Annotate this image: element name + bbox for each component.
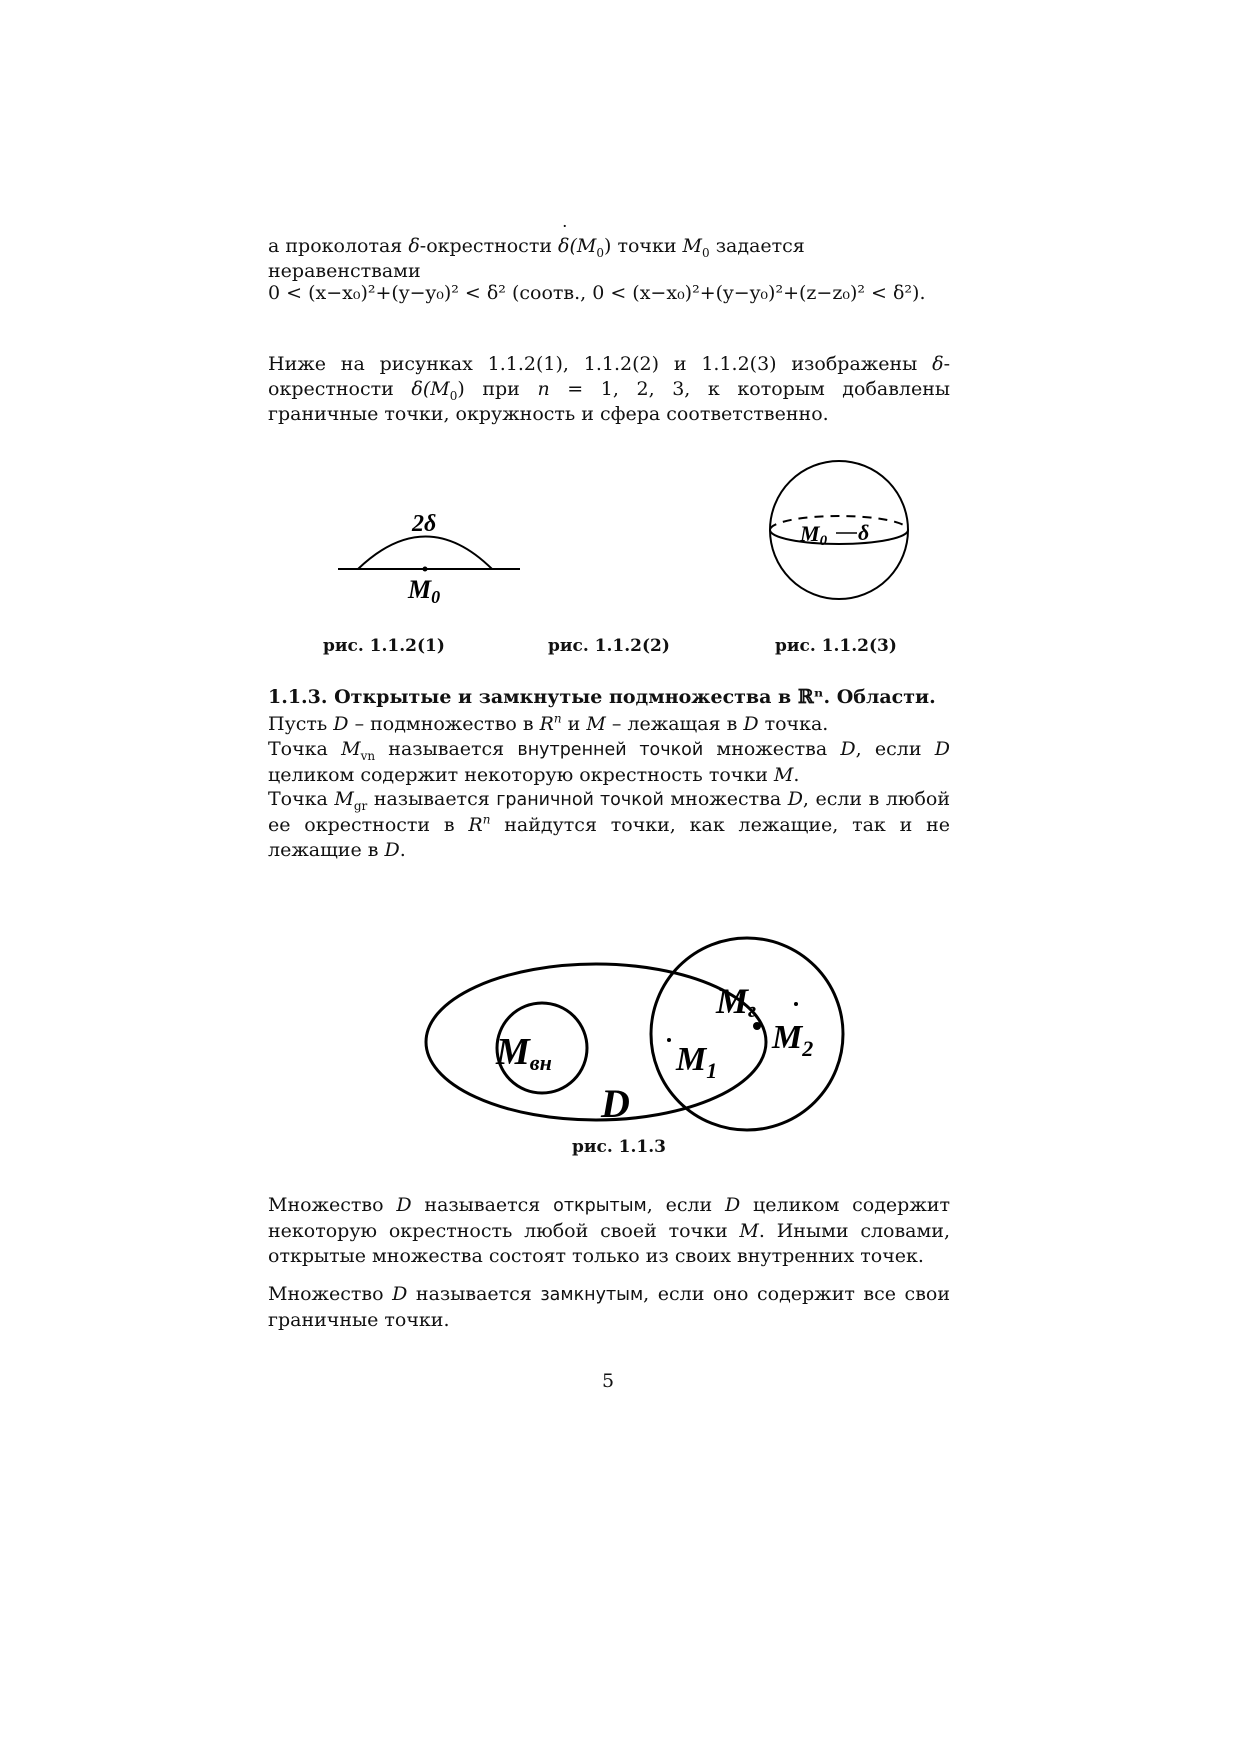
caption-1-1-3: рис. 1.1.3 [572,1137,667,1157]
neighborhood-arc [358,537,492,570]
figure-1-1-3 [426,938,843,1130]
label-m0: M0 [408,575,441,607]
equator-front [770,530,908,544]
closed-set-paragraph: Множество D называется замкнутым, если оно содержит все свои граничные точки. [268,1283,950,1331]
interior-point-paragraph: Точка $M_{vn}$ называется внутренней точкой множества D, если D целиком содержит некоторую окрестность точки M. [268,738,950,786]
label-m2: $M_2$ [772,1019,814,1061]
intro-punctured-paragraph: а проколотая δ-окрестности ˙ $\delta(M_0)$ точки $M_0$ задается неравенствами [268,234,950,284]
figure-1-1-2-3 [770,461,908,599]
label-m1: $M_1$ [676,1041,718,1083]
equator-back [770,516,908,530]
figures-paragraph: Ниже на рисунках 1.1.2(1), 1.1.2(2) и 1.1.2(3) изображены δ-окрестности ˙ $\delta(M_0)$ при n = 1, 2, 3, к которым добавлены граничные точки, окружность и сфера соответственно. [268,352,950,427]
caption-1-1-2-1: рис. 1.1.2(1) [323,636,445,656]
label-sphere-delta: δ [858,520,870,545]
open-set-paragraph: Множество D называется открытым, если D целиком содержит некоторую окрестность любой своей точки M. Иными словами, открытые множества состоят только из своих внутренних точек. [268,1194,950,1267]
label-sphere-m0: M0 [800,521,828,549]
sphere-outline [770,461,908,599]
point-m2 [794,1002,798,1006]
caption-1-1-2-3: рис. 1.1.2(3) [775,636,897,656]
boundary-neighborhood [651,938,843,1130]
label-m-boundary: Mг [716,981,757,1022]
point-m0 [423,567,428,572]
point-m1 [667,1038,671,1042]
figure-1-1-2-1 [338,511,520,607]
boundary-point-paragraph: Точка $M_{gr}$ называется граничной точкой множества D, если в любой ее окрестности в $R^n$ найдутся точки, как лежащие, так и не лежащие в D. [268,788,950,861]
section-heading: 1.1.3. Открытые и замкнутые подмножества в ℝⁿ. Области. [268,686,936,708]
label-m-interior: Mвн [496,1031,552,1075]
page-number: 5 [602,1370,615,1392]
inequality-formula: 0 < (x−x₀)²+(y−y₀)² < δ² (соотв., 0 < (x−x₀)²+(y−y₀)²+(z−z₀)² < δ²). [268,282,926,304]
let-paragraph: Пусть D – подмножество в $R^n$ и M – лежащая в D точка. [268,711,829,735]
label-2delta: 2δ [412,511,437,537]
set-d-ellipse [426,964,766,1120]
interior-neighborhood [497,1003,587,1093]
caption-1-1-2-2: рис. 1.1.2(2) [548,636,670,656]
label-set-d: D [601,1081,630,1126]
boundary-point [753,1022,761,1030]
